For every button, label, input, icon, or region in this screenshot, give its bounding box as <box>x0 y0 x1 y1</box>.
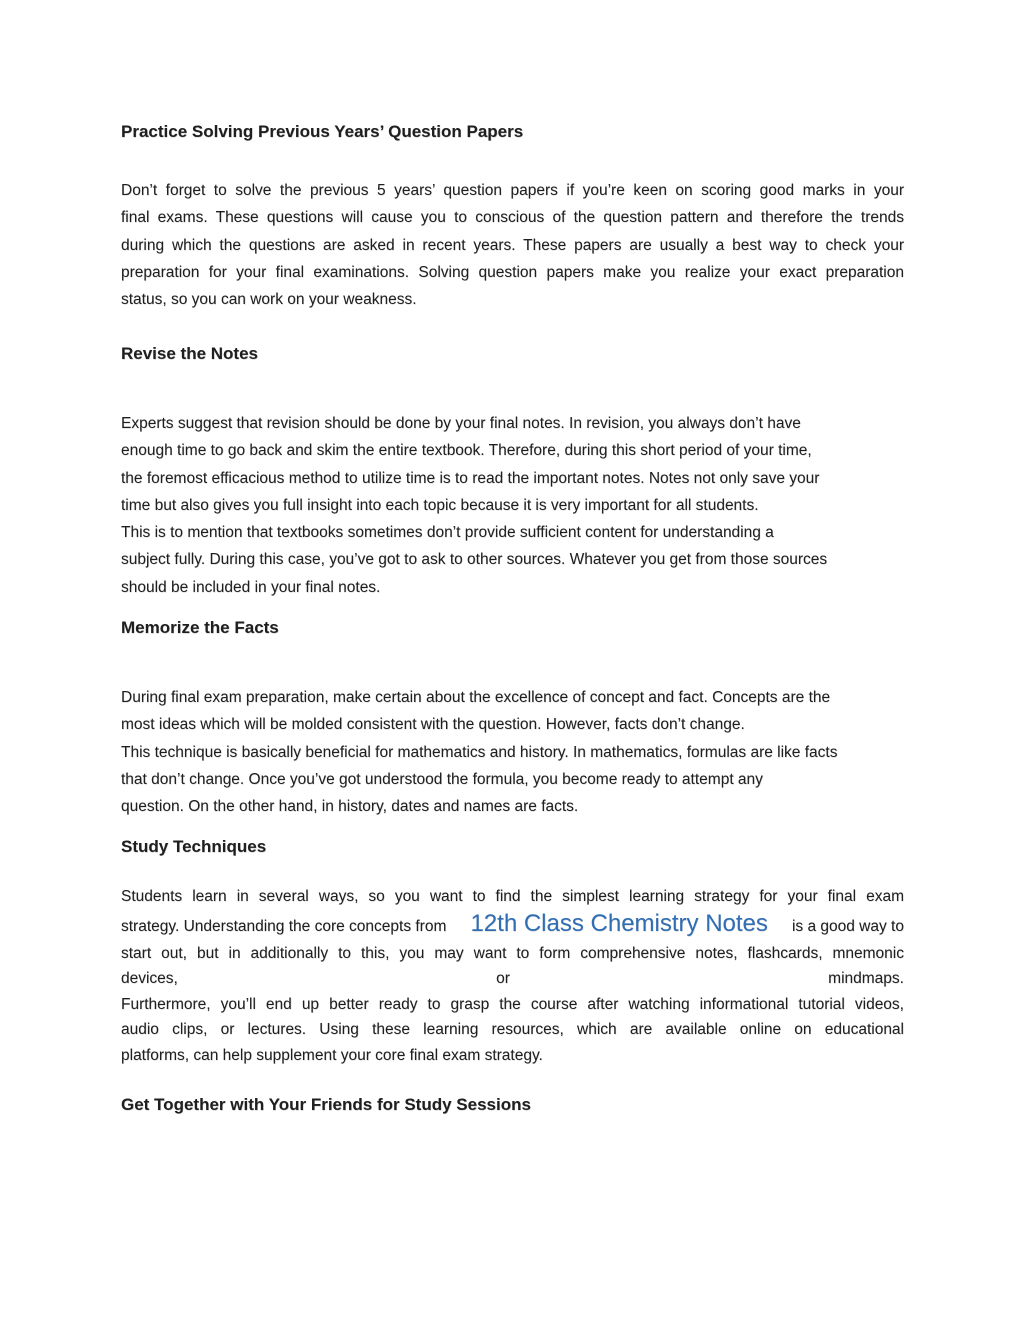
section-heading-study-techniques: Study Techniques <box>121 837 267 856</box>
paragraph-line: This is to mention that textbooks sometimes don’t provide sufficient content for understanding a <box>121 524 774 542</box>
paragraph-line: during which the questions are asked in recent years. These papers are usually a best way to check your <box>121 236 904 254</box>
paragraph-line: enough time to go back and skim the entire textbook. Therefore, during this short period of your time, <box>121 442 812 460</box>
paragraph-line: Experts suggest that revision should be done by your final notes. In revision, you always don’t have <box>121 415 801 432</box>
section-heading-revise-notes: Revise the Notes <box>121 344 258 363</box>
paragraph-line-with-link <box>121 910 904 941</box>
paragraph-line: start out, but in additionally to this, you may want to form comprehensive notes, flashcards, mnemonic <box>121 944 904 962</box>
paragraph-word: devices, <box>121 970 178 987</box>
paragraph-line: status, so you can work on your weakness. <box>121 291 417 309</box>
paragraph-line-text: is a good way to <box>787 917 904 935</box>
paragraph-line: audio clips, or lectures. Using these learning resources, which are available online on educational <box>121 1021 904 1038</box>
section-heading-practice-papers: Practice Solving Previous Years’ Question Papers <box>121 122 524 141</box>
section-heading-memorize-facts: Memorize the Facts <box>121 618 279 637</box>
paragraph-line-spread <box>121 966 904 992</box>
paragraph-study-techniques <box>121 884 904 1068</box>
paragraph-line: most ideas which will be molded consistent with the question. However, facts don’t change. <box>121 716 745 734</box>
paragraph-line: the foremost efficacious method to utilize time is to read the important notes. Notes not only save your <box>121 469 820 487</box>
paragraph-line: subject fully. During this case, you’ve got to ask to other sources. Whatever you get from those sources <box>121 551 828 569</box>
paragraph-word: mindmaps. <box>828 970 904 987</box>
paragraph-line: preparation for your final examinations. Solving question papers make you realize your exact preparation <box>121 263 904 281</box>
paragraph-line: Students learn in several ways, so you want to find the simplest learning strategy for your final exam <box>121 888 904 905</box>
paragraph-line: time but also gives you full insight into each topic because it is very important for all students. <box>121 496 759 514</box>
paragraph-line: Furthermore, you’ll end up better ready to grasp the course after watching informational tutorial videos, <box>121 995 904 1013</box>
paragraph-practice-papers <box>121 177 904 313</box>
section-heading-study-sessions: Get Together with Your Friends for Study Sessions <box>121 1095 531 1114</box>
paragraph-memorize-facts <box>121 684 904 820</box>
paragraph-line: should be included in your final notes. <box>121 578 381 596</box>
paragraph-line: This technique is basically beneficial for mathematics and history. In mathematics, formulas are like facts <box>121 743 838 761</box>
paragraph-line: platforms, can help supplement your core final exam strategy. <box>121 1046 543 1064</box>
paragraph-line-text: strategy. Understanding the core concepts from <box>121 917 451 935</box>
paragraph-line: final exams. These questions will cause you to conscious of the question pattern and therefore the trends <box>121 209 904 227</box>
paragraph-word: or <box>496 970 510 987</box>
paragraph-line: question. On the other hand, in history, dates and names are facts. <box>121 798 579 816</box>
paragraph-line: During final exam preparation, make certain about the excellence of concept and fact. Concepts are the <box>121 689 831 706</box>
chemistry-notes-link[interactable]: 12th Class Chemistry Notes <box>470 909 768 937</box>
paragraph-line: Don’t forget to solve the previous 5 years’ question papers if you’re keen on scoring good marks in your <box>121 182 904 199</box>
paragraph-line: that don’t change. Once you’ve got understood the formula, you become ready to attempt any <box>121 770 763 788</box>
paragraph-revise-notes <box>121 410 904 601</box>
